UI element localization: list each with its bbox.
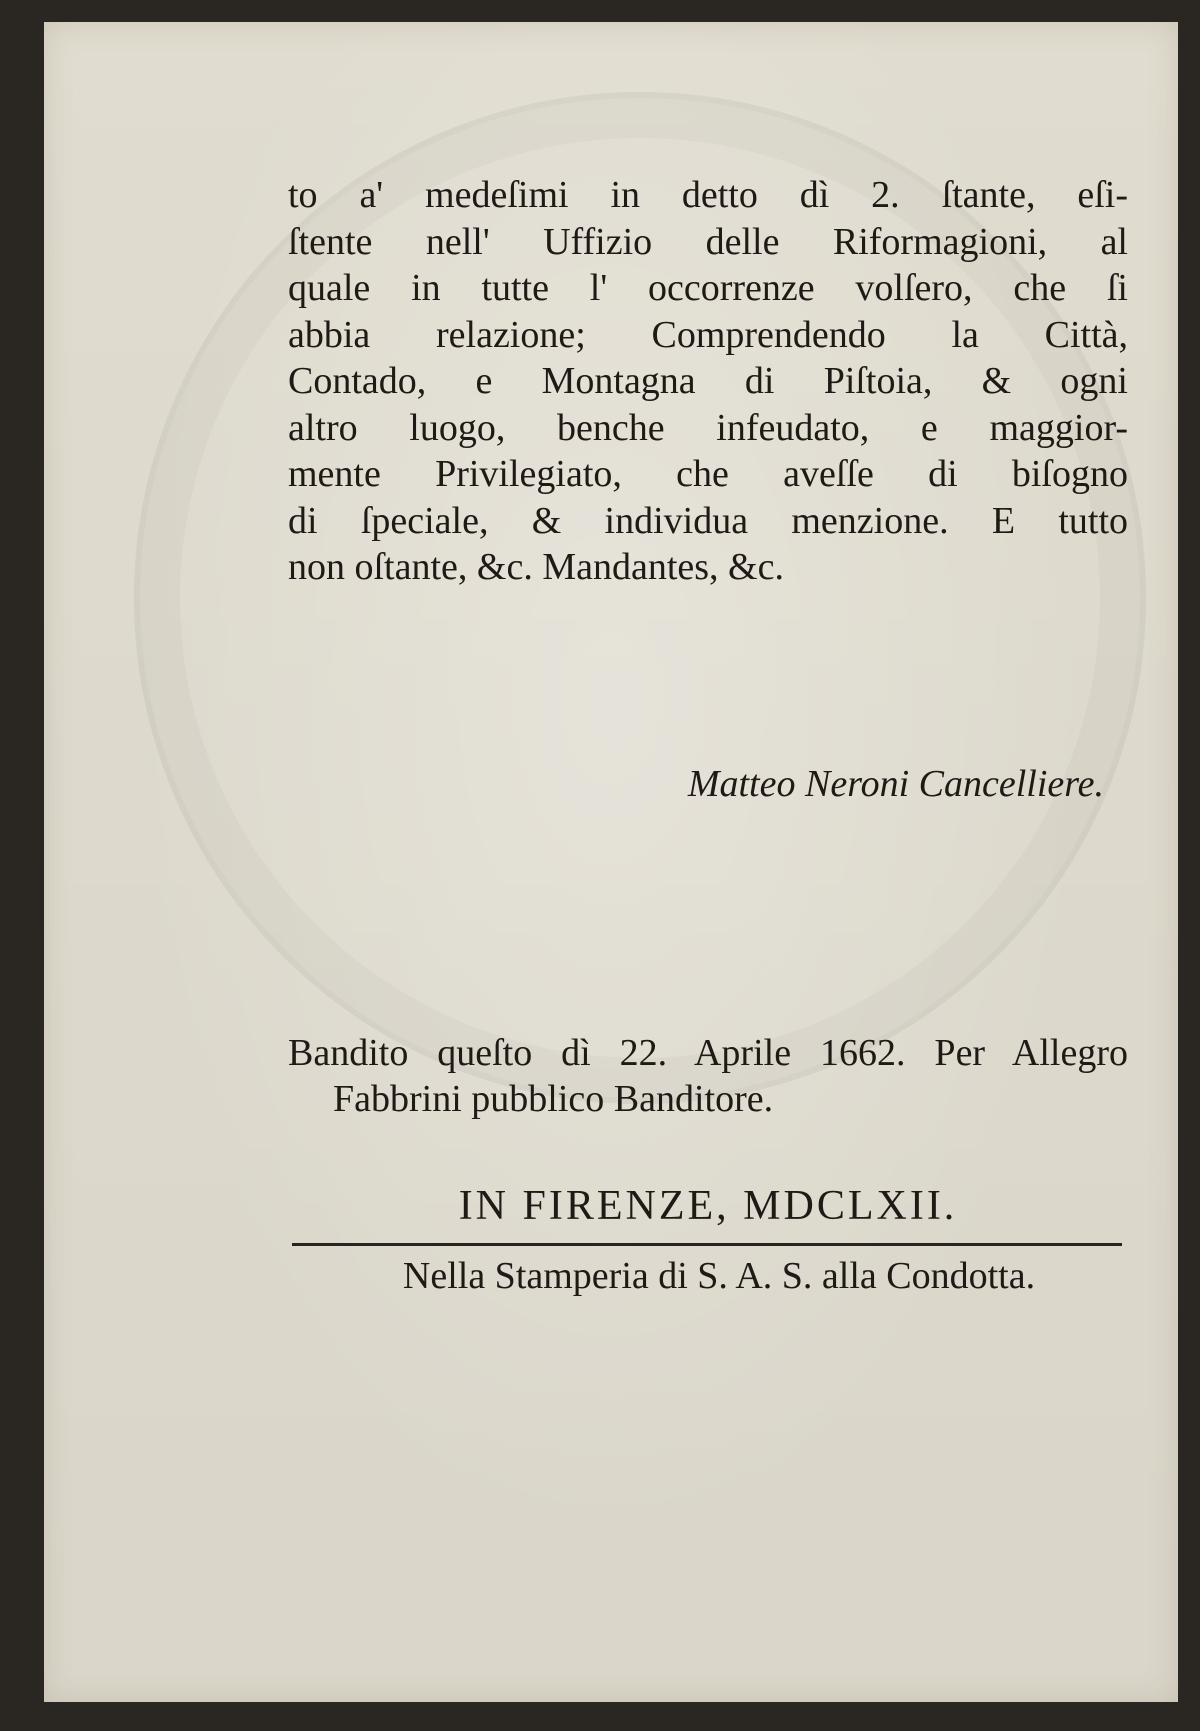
- imprint-rule: [292, 1243, 1122, 1246]
- body-line: quale in tutte l' occorrenze volſero, che ſi: [288, 267, 1128, 309]
- body-text: [288, 172, 1128, 591]
- body-line: abbia relazione; Comprendendo la Città,: [288, 313, 1128, 356]
- body-line: Contado, e Montagna di Piſtoia, & ogni: [288, 360, 1128, 402]
- document-page: [44, 22, 1178, 1702]
- banditure-line: Bandito queſto dì 22. Aprile 1662. Per Allegro: [288, 1032, 1128, 1074]
- body-line: di ſpeciale, & individua menzione. E tutto: [288, 499, 1128, 542]
- body-line: altro luogo, benche infeudato, e maggior-: [288, 406, 1128, 449]
- banditure-line: Fabbrini pubblico Banditore.: [333, 1078, 774, 1120]
- banditure-statement: [288, 1030, 1128, 1122]
- body-line: non oſtante, &c. Mandantes, &c.: [288, 546, 784, 588]
- imprint-place-date: IN FIRENZE, MDCLXII.: [458, 1183, 958, 1229]
- chancellor-signature: Matteo Neroni Cancelliere.: [687, 763, 1104, 805]
- body-line: to a' medeſimi in detto dì 2. ſtante, eſi-: [288, 174, 1128, 216]
- body-line: ſtente nell' Uffizio delle Riformagioni, al: [288, 220, 1128, 263]
- body-line: mente Privilegiato, che aveſſe di biſogno: [288, 453, 1128, 495]
- imprint-printer: Nella Stamperia di S. A. S. alla Condotta.: [402, 1255, 1036, 1297]
